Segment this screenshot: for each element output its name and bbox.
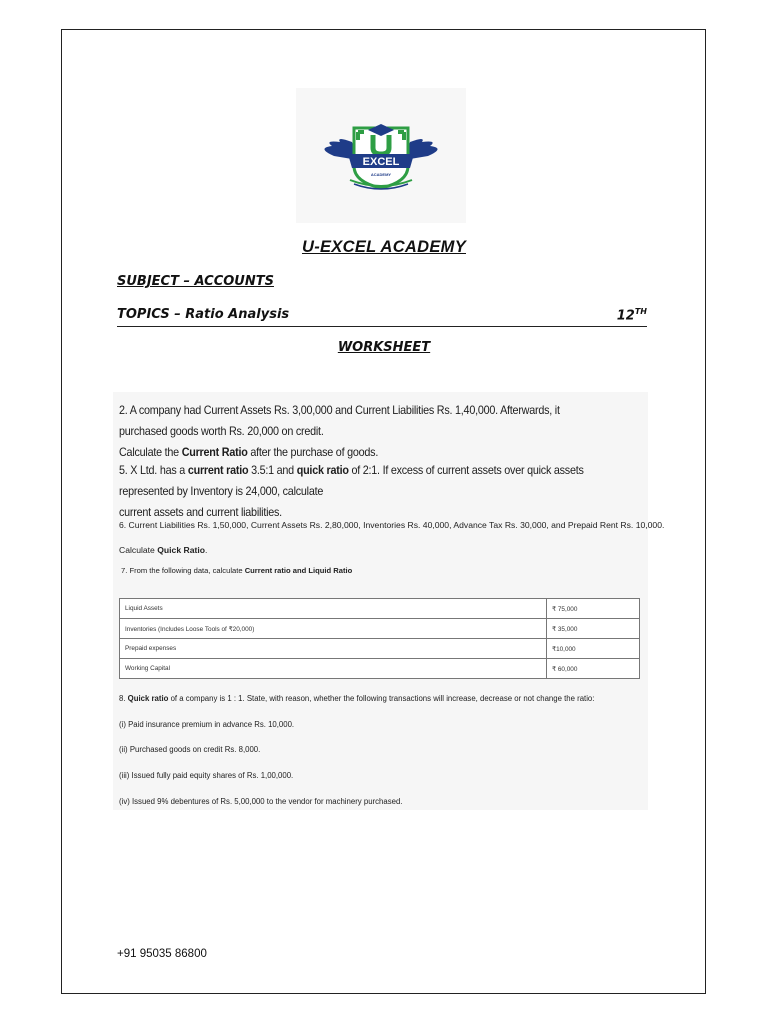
list-item: (ii) Purchased goods on credit Rs. 8,000. <box>119 745 261 754</box>
question-7 <box>121 566 352 575</box>
table-cell-label: Inventories (Includes Loose Tools of ₹20,000) <box>120 619 547 639</box>
question-5 <box>119 460 610 523</box>
table-row <box>120 659 640 679</box>
academy-logo <box>296 88 466 223</box>
question-2-text-end: after the purchase of goods. <box>247 446 379 459</box>
list-item: (i) Paid insurance premium in advance Rs. 10,000. <box>119 720 295 729</box>
page-title: U-EXCEL ACADEMY <box>301 238 466 256</box>
grade-number: 12 <box>616 308 635 324</box>
footer-phone: +91 95035 86800 <box>117 948 207 960</box>
question-5-text-mid: 3.5:1 and <box>248 464 297 477</box>
list-item: (iii) Issued fully paid equity shares of Rs. 1,00,000. <box>119 771 294 780</box>
question-5-bold-current: current ratio <box>187 464 249 477</box>
table-cell-value: ₹ 35,000 <box>547 619 640 639</box>
question-5-text-end: of 2:1. If excess of current assets over quick assets represented by Inventory is 24,000, calculate <box>119 464 584 498</box>
topics-label: TOPICS – Ratio Analysis <box>117 307 290 322</box>
question-2-bold: Current Ratio <box>181 446 248 459</box>
question-2-line1: 2. A company had Current Assets Rs. 3,00,000 and Current Liabilities Rs. 1,40,000. Afterwards, it purchased goods worth Rs. 20,000 on credit. <box>119 404 560 438</box>
question-2-text: Calculate the <box>119 446 182 459</box>
question-5-text: 5. X Ltd. has a <box>119 464 188 477</box>
table-cell-value: ₹ 60,000 <box>547 659 640 679</box>
question-5-line1 <box>119 460 610 502</box>
question-8-bold: Quick ratio <box>127 694 169 703</box>
table-cell-label: Liquid Assets <box>120 599 547 619</box>
grade-suffix: TH <box>634 307 647 316</box>
logo-small-text: ACADEMY <box>370 172 392 177</box>
grade-label <box>617 307 647 323</box>
topics-row <box>117 306 647 327</box>
question-6-line2 <box>119 545 207 555</box>
logo-brand-text: EXCEL <box>362 156 400 168</box>
table-row <box>120 639 640 659</box>
question-6-text: Calculate <box>119 545 158 555</box>
question-6-line1: 6. Current Liabilities Rs. 1,50,000, Current Assets Rs. 2,80,000, Inventories Rs. 40,000, Advance Tax Rs. 30,000, and Prepaid Rent Rs. 10,000. <box>119 520 665 530</box>
list-item: (iv) Issued 9% debentures of Rs. 5,00,000 to the vendor for machinery purchased. <box>119 797 403 806</box>
question-7-bold: Current ratio and Liquid Ratio <box>244 566 353 575</box>
question-8-text-end: of a company is 1 : 1. State, with reason, whether the following transactions will increase, decrease or not change the ratio: <box>168 694 595 703</box>
table-row <box>120 599 640 619</box>
question-7-text: 7. From the following data, calculate <box>121 566 245 575</box>
question-8 <box>119 694 594 703</box>
worksheet-heading: WORKSHEET <box>337 340 431 355</box>
table-cell-label: Prepaid expenses <box>120 639 547 659</box>
question-2 <box>119 400 610 463</box>
table-cell-value: ₹ 75,000 <box>547 599 640 619</box>
table-cell-label: Working Capital <box>120 659 547 679</box>
question-6-bold: Quick Ratio <box>157 545 205 555</box>
table-cell-value: ₹10,000 <box>547 639 640 659</box>
question-5-bold-quick: quick ratio <box>296 464 349 477</box>
question-6-text-end: . <box>204 545 208 555</box>
question-8-text: 8. <box>119 694 128 703</box>
data-table <box>119 598 640 679</box>
table-row <box>120 619 640 639</box>
question-5-line2: current assets and current liabilities. <box>119 506 282 519</box>
subject-heading: SUBJECT – ACCOUNTS <box>117 274 274 289</box>
